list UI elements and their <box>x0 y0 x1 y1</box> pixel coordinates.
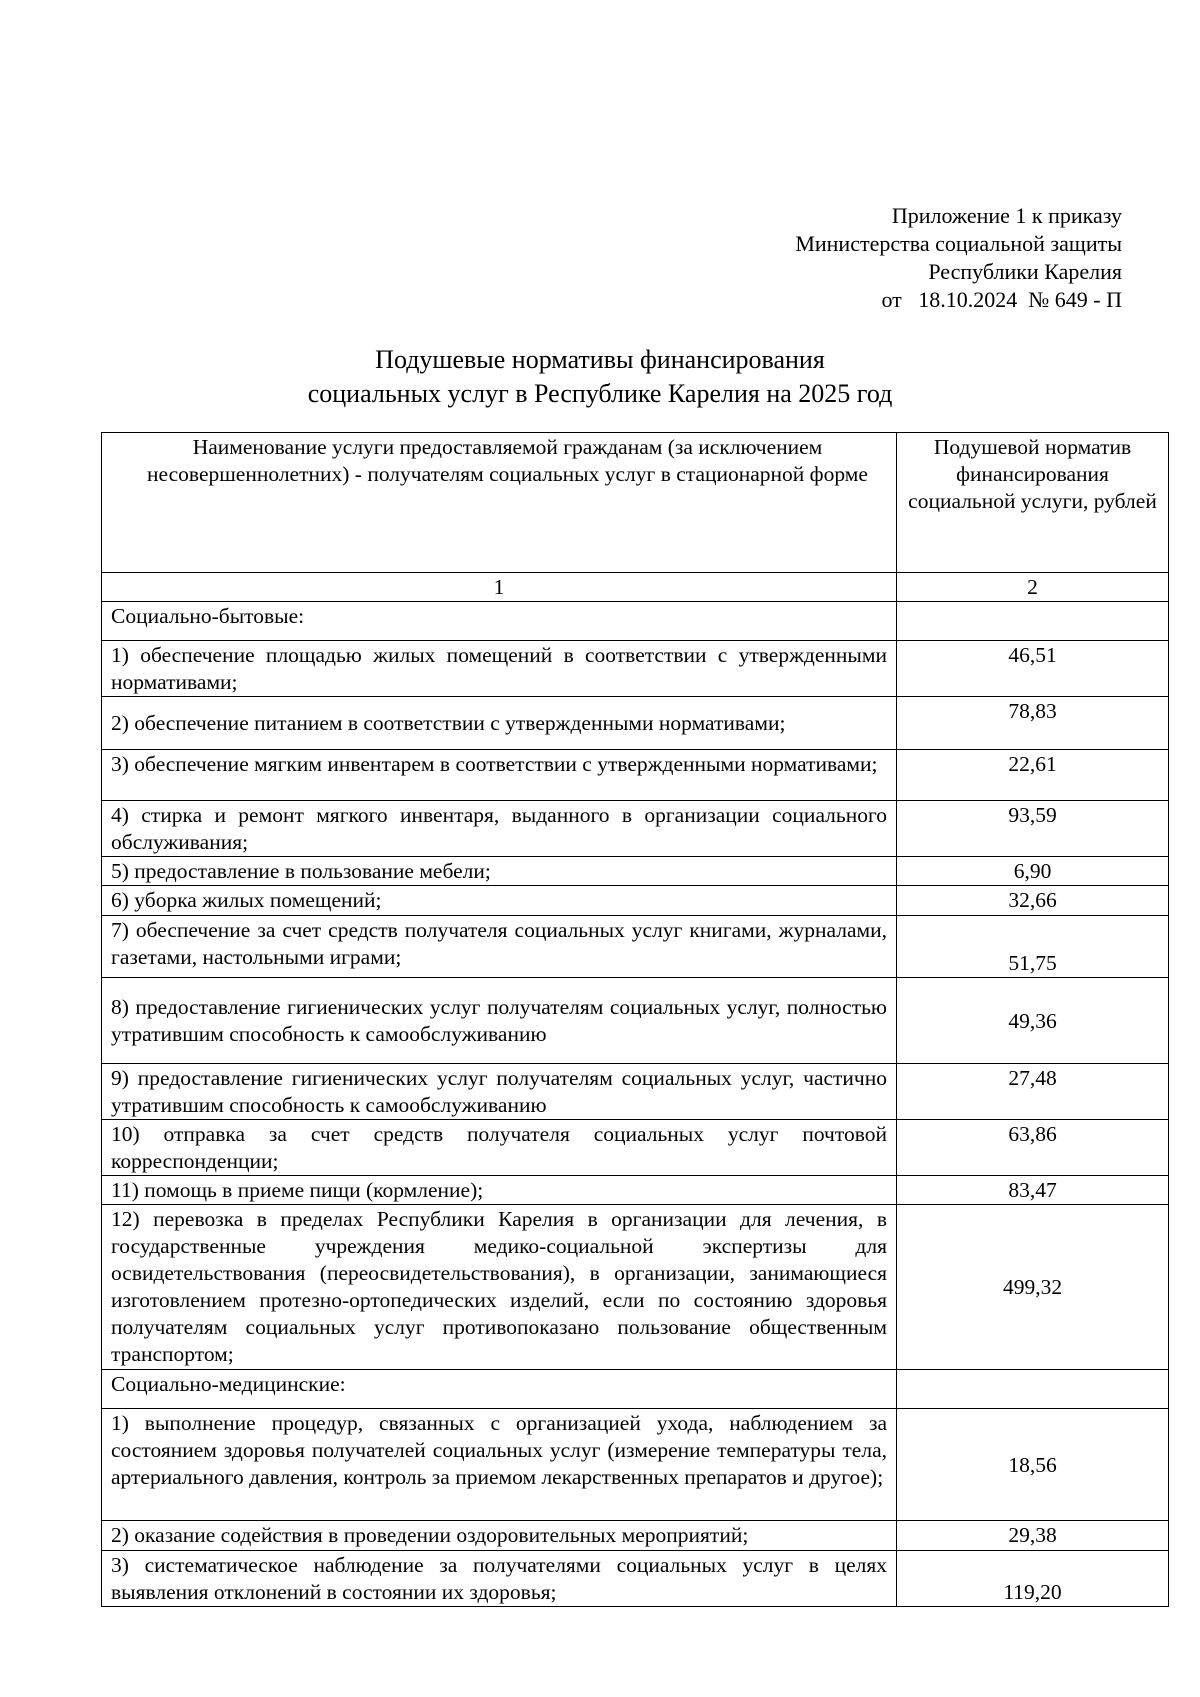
section-empty-cell <box>897 1370 1169 1409</box>
service-value: 119,20 <box>897 1551 1169 1607</box>
table-row <box>102 1064 1169 1120</box>
service-value: 6,90 <box>897 857 1169 886</box>
title-line-1: Подушевые нормативы финансирования <box>375 345 825 374</box>
service-value: 18,56 <box>897 1409 1169 1521</box>
service-name: 3) обеспечение мягким инвентарем в соответствии с утвержденными нормативами; <box>102 750 897 801</box>
service-name: 6) уборка жилых помещений; <box>102 886 897 916</box>
table-row <box>102 916 1169 978</box>
service-value: 93,59 <box>897 801 1169 857</box>
appendix-block <box>795 202 1122 314</box>
service-value: 22,61 <box>897 750 1169 801</box>
appendix-line-4: от 18.10.2024 № 649 - П <box>881 287 1122 312</box>
service-value: 51,75 <box>897 916 1169 978</box>
service-name: 1) выполнение процедур, связанных с организацией ухода, наблюдением за состоянием здоровья получателей социальных услуг (измерение температуры тела, артериального давления, контроль за приемом лекарственных препаратов и другое); <box>102 1409 897 1521</box>
section-empty-cell <box>897 602 1169 641</box>
table-row <box>102 857 1169 886</box>
service-value: 499,32 <box>897 1205 1169 1370</box>
appendix-line-2: Министерства социальной защиты <box>795 231 1122 256</box>
column-number-2: 2 <box>897 573 1169 602</box>
section-row-social-household <box>102 602 1169 641</box>
section-title: Социально-бытовые: <box>102 602 897 641</box>
service-name: 2) обеспечение питанием в соответствии с утвержденными нормативами; <box>102 697 897 750</box>
norms-table <box>101 432 1169 1607</box>
table-row <box>102 750 1169 801</box>
column-number-row <box>102 573 1169 602</box>
service-name: 5) предоставление в пользование мебели; <box>102 857 897 886</box>
appendix-line-1: Приложение 1 к приказу <box>891 203 1122 228</box>
service-value: 46,51 <box>897 641 1169 697</box>
table-header-row <box>102 433 1169 573</box>
header-service-name: Наименование услуги предоставляемой гражданам (за исключением несовершеннолетних) - получателям социальных услуг в стационарной форме <box>102 433 897 573</box>
service-value: 27,48 <box>897 1064 1169 1120</box>
service-name: 12) перевозка в пределах Республики Карелия в организации для лечения, в государственные учреждения медико-социальной экспертизы для освидетельствования (переосвидетельствования), в организации, занимающиеся изготовлением протезно-ортопедических изделий, если по состоянию здоровья получателям социальных услуг противопоказано пользование общественным транспортом; <box>102 1205 897 1370</box>
title-line-2: социальных услуг в Республике Карелия на 2025 год <box>307 379 893 408</box>
table-row <box>102 641 1169 697</box>
table-row <box>102 1120 1169 1176</box>
service-value: 29,38 <box>897 1521 1169 1551</box>
service-value: 78,83 <box>897 697 1169 750</box>
table-row <box>102 1551 1169 1607</box>
header-norm-value: Подушевой норматив финансирования социальной услуги, рублей <box>897 433 1169 573</box>
service-value: 49,36 <box>897 978 1169 1064</box>
table-row <box>102 1521 1169 1551</box>
column-number-1: 1 <box>102 573 897 602</box>
service-name: 3) систематическое наблюдение за получателями социальных услуг в целях выявления отклонений в состоянии их здоровья; <box>102 1551 897 1607</box>
table-row <box>102 1176 1169 1205</box>
section-row-social-medical <box>102 1370 1169 1409</box>
service-value: 63,86 <box>897 1120 1169 1176</box>
document-title <box>0 343 1200 411</box>
table-row <box>102 978 1169 1064</box>
service-name: 4) стирка и ремонт мягкого инвентаря, выданного в организации социального обслуживания; <box>102 801 897 857</box>
table-row <box>102 886 1169 916</box>
table-row <box>102 1205 1169 1370</box>
service-name: 11) помощь в приеме пищи (кормление); <box>102 1176 897 1205</box>
section-title: Социально-медицинские: <box>102 1370 897 1409</box>
table-row <box>102 1409 1169 1521</box>
service-name: 9) предоставление гигиенических услуг получателям социальных услуг, частично утратившим способность к самообслуживанию <box>102 1064 897 1120</box>
service-name: 1) обеспечение площадью жилых помещений в соответствии с утвержденными нормативами; <box>102 641 897 697</box>
service-name: 8) предоставление гигиенических услуг получателям социальных услуг, полностью утратившим способность к самообслуживанию <box>102 978 897 1064</box>
service-name: 2) оказание содействия в проведении оздоровительных мероприятий; <box>102 1521 897 1551</box>
appendix-line-3: Республики Карелия <box>928 259 1122 284</box>
table-row <box>102 697 1169 750</box>
service-value: 32,66 <box>897 886 1169 916</box>
table-row <box>102 801 1169 857</box>
service-value: 83,47 <box>897 1176 1169 1205</box>
service-name: 7) обеспечение за счет средств получателя социальных услуг книгами, журналами, газетами, настольными играми; <box>102 916 897 978</box>
service-name: 10) отправка за счет средств получателя социальных услуг почтовой корреспонденции; <box>102 1120 897 1176</box>
